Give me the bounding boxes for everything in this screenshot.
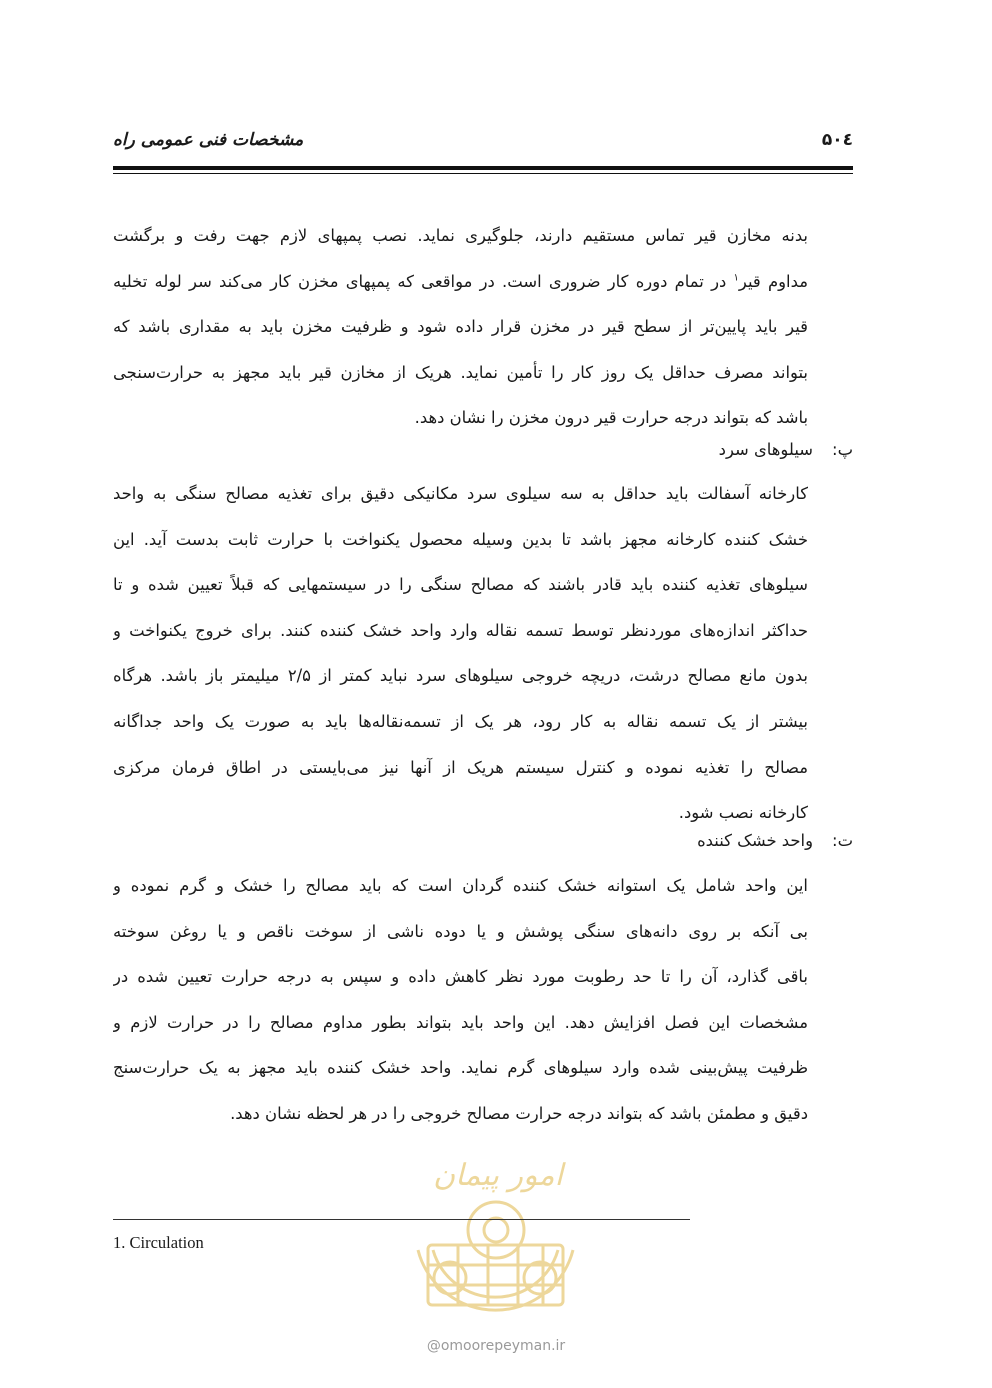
- text-line: بی آنکه بر روی دانه‌های سنگی پوشش و یا دوده ناشی از سوخت ناقص و یا روغن سوخته: [113, 921, 808, 941]
- text-line: قیر باید پایین‌تر از سطح قیر در مخزن قرار داده شود و ظرفیت مخزن باید به مقداری باشد که: [113, 317, 808, 337]
- text-line: بیشتر از یک تسمه نقاله به کار رود، هر یک از تسمه‌نقاله‌ها باید به صورت یک واحد جداگانه: [113, 711, 808, 731]
- text-line: ظرفیت پیش‌بینی شده وارد سیلوهای گرم نماید. واحد خشک کننده باید مجهز به یک حرارت‌سنج: [113, 1058, 808, 1078]
- paragraph-tanks: [113, 213, 808, 441]
- watermark-logo: [388, 1130, 603, 1360]
- footnote-ref: ۱: [733, 272, 739, 284]
- section-heading-dryer: [113, 821, 853, 861]
- section-title: سیلوهای سرد: [718, 440, 813, 459]
- section-heading-cold-silos: [113, 430, 853, 470]
- page-number: ۵۰٤: [821, 130, 853, 150]
- text-line: بدون مانع مصالح درشت، دریچه خروجی سیلوهای سرد نباید کمتر از ۲/۵ میلیمتر باز باشد. هرگاه: [113, 666, 808, 686]
- text-line-with-footnote: [113, 259, 808, 305]
- text-line: حداکثر اندازه‌های موردنظر توسط تسمه نقاله وارد واحد خشک کننده کنند. برای خروج یکنواخت و: [113, 620, 808, 640]
- text-fragment: مداوم قیر: [738, 271, 808, 291]
- text-line: خشک کننده کارخانه مجهز باشد تا بدین وسیله محصول یکنواخت با حرارت ثابت بدست آید. این: [113, 529, 808, 549]
- text-line: باقی گذارد، آن را تا حد رطوبت مورد نظر کاهش داده و سپس به درجه حرارت تعیین شده در: [113, 967, 808, 987]
- text-line: این واحد شامل یک استوانه خشک کننده گردان است که باید مصالح را خشک و گرم نموده و: [113, 876, 808, 895]
- text-line: بدنه مخازن قیر تماس مستقیم دارند، جلوگیری نماید. نصب پمپهای لازم جهت رفت و برگشت: [113, 226, 808, 245]
- paragraph-cold-silos: [113, 471, 808, 836]
- header-rule-thick: [113, 166, 853, 170]
- header-rule-thin: [113, 173, 853, 174]
- watermark-logo-text: امور پیمان: [433, 1158, 563, 1193]
- watermark-url: @omoorepeyman.ir: [426, 1338, 566, 1354]
- seal-icon: [388, 1130, 603, 1340]
- text-line: مصالح را تغذیه نموده و کنترل سیستم هریک از آنها نیز می‌بایستی در اطاق فرمان مرکزی: [113, 757, 808, 777]
- section-title: واحد خشک کننده: [697, 831, 813, 850]
- section-marker: ت:: [832, 831, 853, 850]
- text-fragment: در تمام دوره کار ضروری است. در مواقعی که پمپهای مخزن کار می‌کند سر لوله تخلیه: [113, 271, 727, 291]
- text-line: کارخانه آسفالت باید حداقل به سه سیلوی سرد مکانیکی دقیق برای تغذیه مصالح سنگی به واحد: [113, 484, 808, 503]
- text-line: دقیق و مطمئن باشد که بتواند درجه حرارت مصالح خروجی را در هر لحظه نشان دهد.: [230, 1103, 808, 1123]
- text-line: باشد که بتواند درجه حرارت قیر درون مخزن را نشان دهد.: [414, 408, 808, 428]
- text-line: کارخانه نصب شود.: [678, 803, 808, 823]
- footnote-rule: [113, 1219, 690, 1220]
- running-title: مشخصات فنی عمومی راه: [113, 130, 304, 150]
- page-header: [113, 128, 853, 158]
- section-marker: پ:: [832, 440, 853, 459]
- text-line: بتواند مصرف حداقل یک روز کار را تأمین نماید. هریک از مخازن قیر باید مجهز به حرارت‌سنجی: [113, 362, 808, 382]
- text-line: مشخصات این فصل افزایش دهد. این واحد باید بتواند بطور مداوم مصالح را در حرارت لازم و: [113, 1012, 808, 1032]
- paragraph-dryer: [113, 863, 808, 1137]
- footnote: 1. Circulation: [113, 1233, 204, 1252]
- text-line: سیلوهای تغذیه کننده باید قادر باشند که مصالح سنگی را در سیستمهایی که قبلاً تعیین شده و تا: [113, 575, 808, 595]
